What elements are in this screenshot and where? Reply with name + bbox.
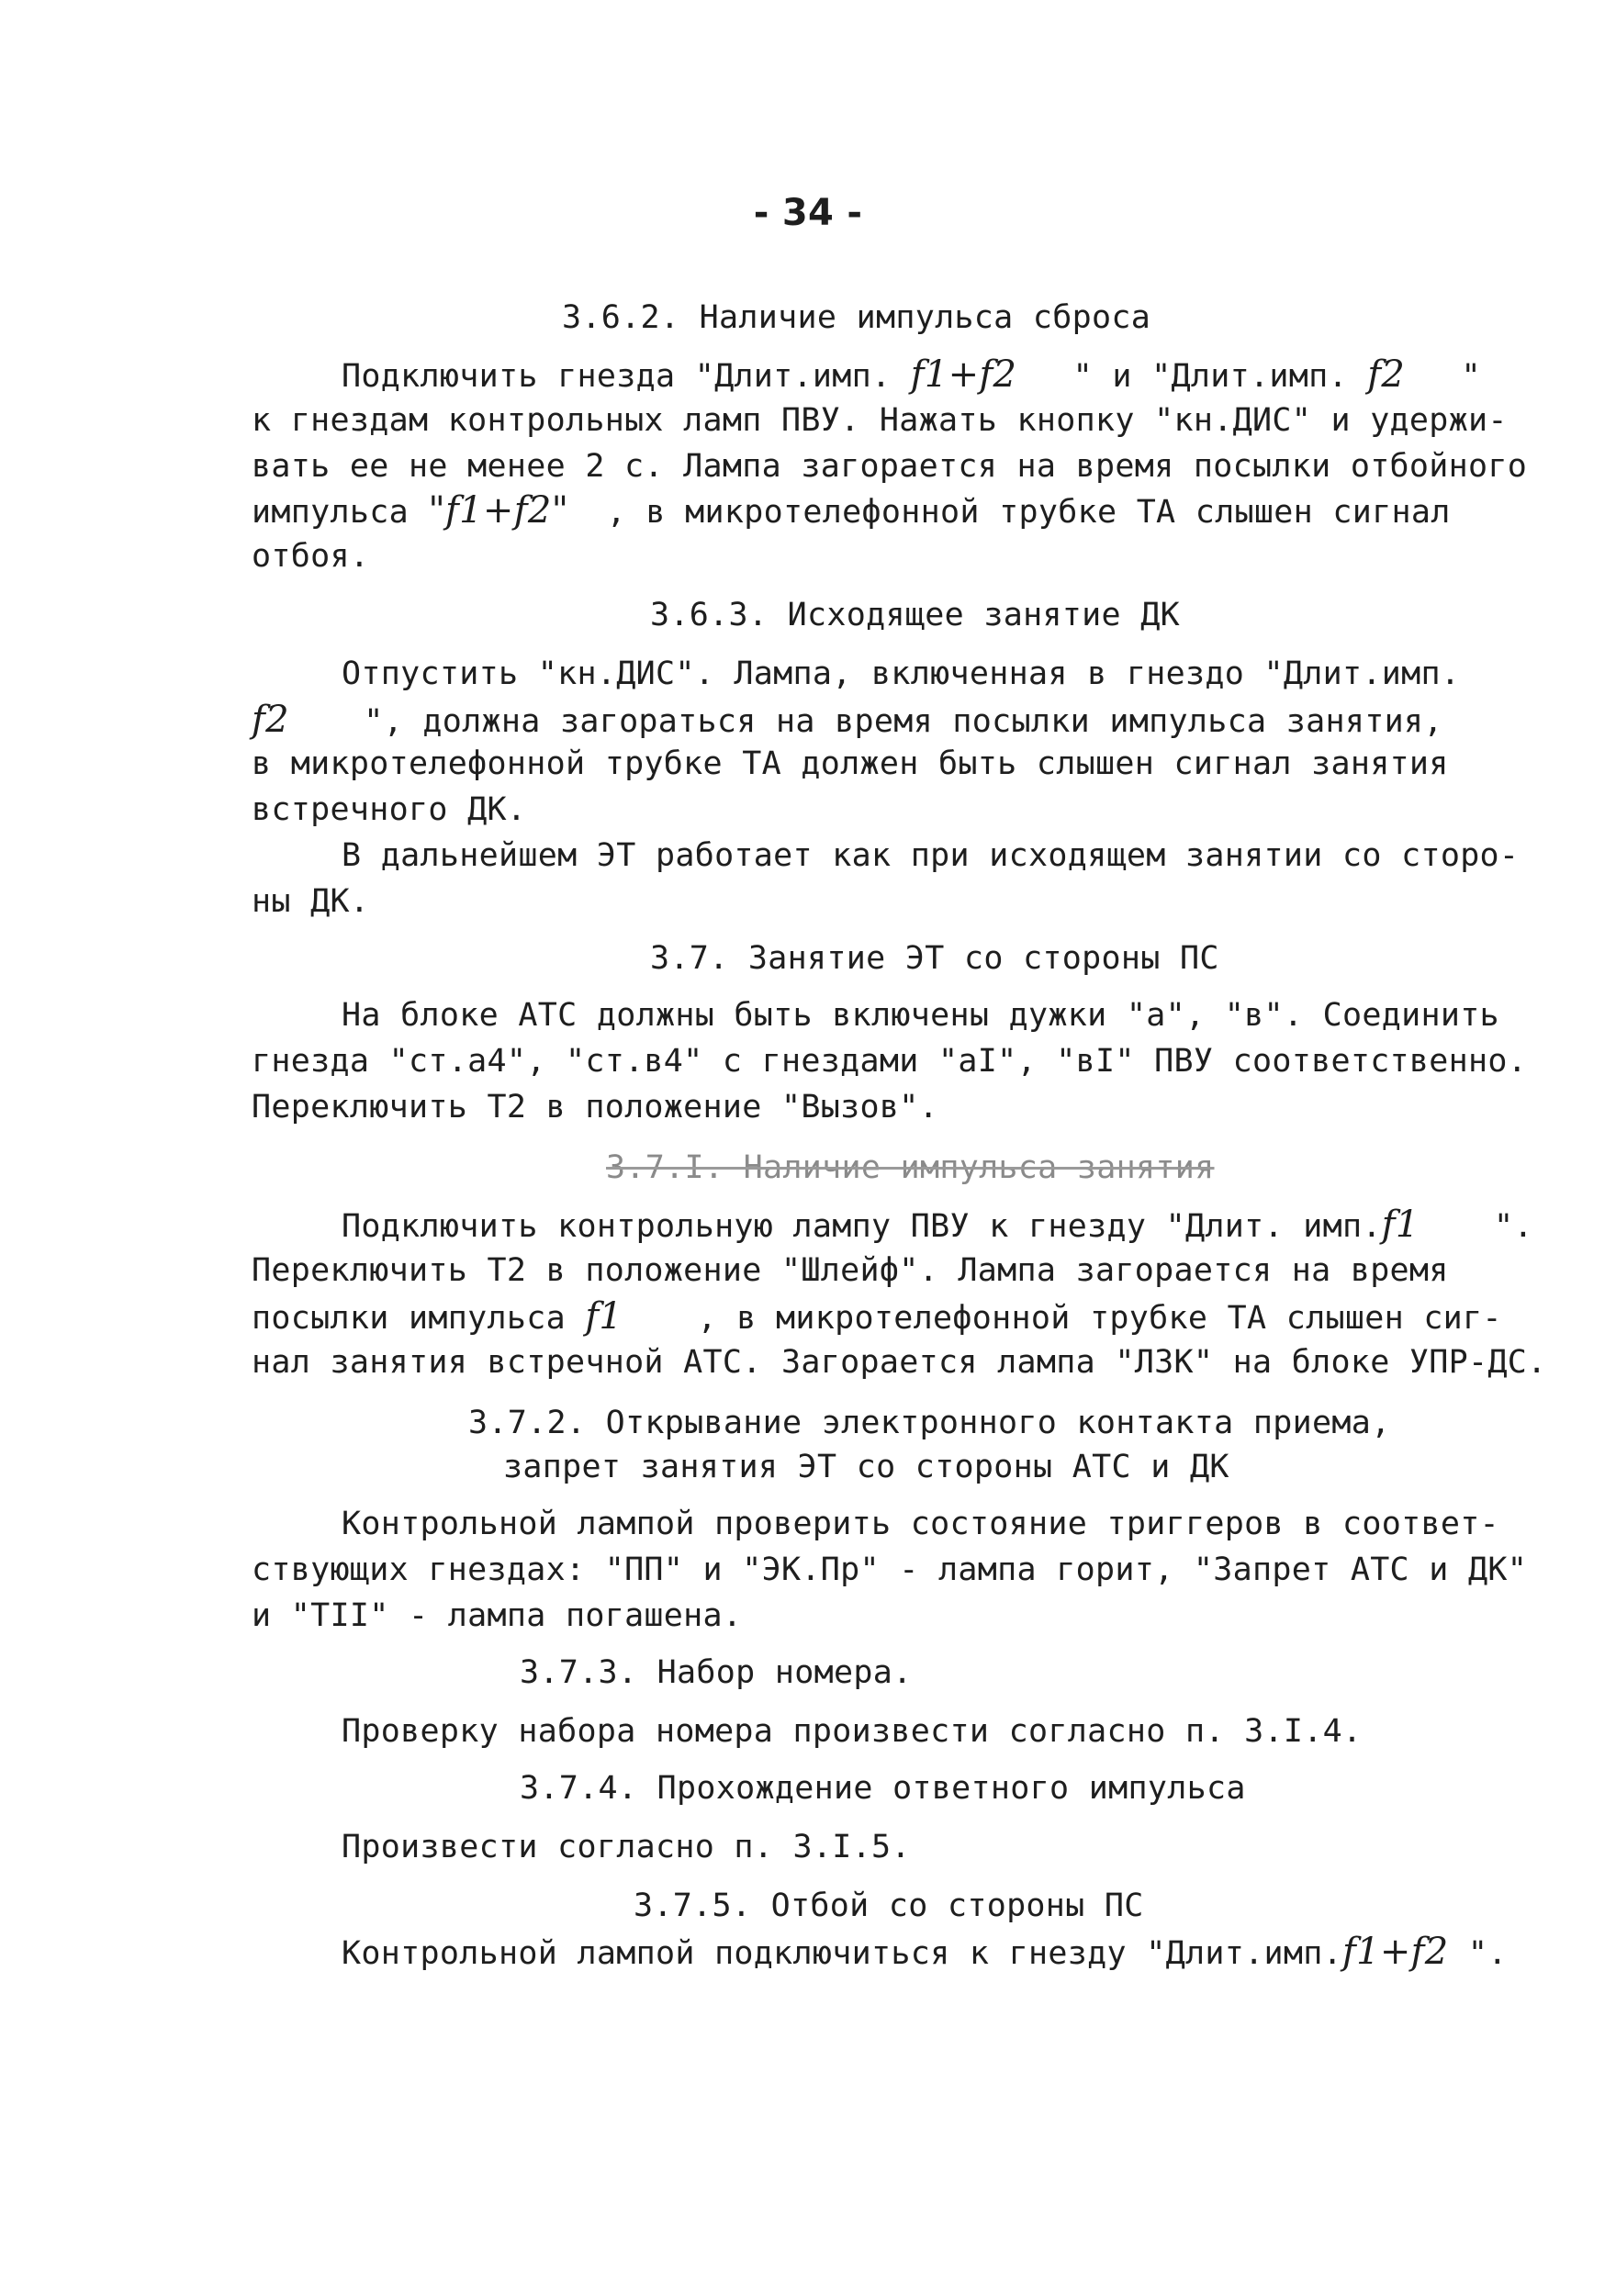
section-heading-3-6-3: 3.6.3. Исходящее занятие ДК [650,597,1181,633]
section-heading-3-7: 3.7. Занятие ЭТ со стороны ПС [650,940,1219,977]
section-heading-3-7-2: 3.7.2. Открывание электронного контакта приема, [468,1405,1391,1441]
paragraph-line: Контрольной лампой проверить состояние триггеров в соответ- [342,1506,1499,1542]
paragraph-line: Переключить Т2 в положение "Вызов". [252,1089,939,1126]
paragraph-line: Переключить Т2 в положение "Шлейф". Лампа загорается на время [252,1252,1449,1289]
paragraph-line: встречного ДК. [252,791,527,828]
section-heading-3-7-2-cont: запрет занятия ЭТ со стороны АТС и ДК [503,1449,1229,1485]
paragraph-line: импульса "f1+f2" , в микротелефонной трубке ТА слышен сигнал [252,489,1451,532]
paragraph-line: нал занятия встречной АТС. Загорается лампа "ЛЗК" на блоке УПР-ДС. [252,1344,1547,1381]
paragraph-line: в микротелефонной трубке ТА должен быть слышен сигнал занятия [252,745,1449,782]
handwritten-formula: f1 [585,1295,623,1338]
page-number: - 34 - [753,192,863,234]
section-heading-3-7-5: 3.7.5. Отбой со стороны ПС [634,1887,1144,1924]
paragraph-line: ны ДК. [252,883,370,920]
handwritten-formula: f1+f2 [910,353,1017,396]
handwritten-formula: f1+f2 [1341,1931,1449,1973]
paragraph-line: В дальнейшем ЭТ работает как при исходящем занятии со сторо- [342,837,1520,874]
paragraph-line: Произвести согласно п. 3.I.5. [342,1829,911,1865]
paragraph-line: Отпустить "кн.ДИС". Лампа, включенная в гнездо "Длит.имп. [342,655,1461,692]
paragraph-line: к гнездам контрольных ламп ПВУ. Нажать кнопку "кн.ДИС" и удержи- [252,402,1508,439]
paragraph-line: f2 ", должна загораться на время посылки импульса занятия, [252,699,1443,741]
paragraph-line: Проверку набора номера произвести согласно п. 3.I.4. [342,1713,1363,1750]
handwritten-formula: f2 [1367,353,1406,396]
paragraph-line: Подключить контрольную лампу ПВУ к гнезду "Длит. имп.f1 ". [342,1204,1533,1246]
handwritten-formula: f2 [252,699,289,741]
paragraph-line: и "ТII" - лампа погашена. [252,1597,743,1634]
paragraph-line: Контрольной лампой подключиться к гнезду "Длит.имп.f1+f2 ". [342,1931,1508,1973]
handwritten-formula: f1 [1381,1204,1420,1246]
section-heading-3-7-1: 3.7.I. Наличие импульса занятия [606,1149,1215,1186]
paragraph-line: посылки импульса f1 , в микротелефонной трубке ТА слышен сиг- [252,1295,1502,1338]
section-heading-3-7-3: 3.7.3. Набор номера. [520,1654,913,1691]
paragraph-line: отбоя. [252,538,370,575]
paragraph-line: вать ее не менее 2 с. Лампа загорается на время посылки отбойного [252,448,1528,485]
section-heading-3-6-2: 3.6.2. Наличие импульса сброса [562,299,1151,336]
paragraph-line: Подключить гнезда "Длит.имп. f1+f2 " и "Длит.имп. f2 " [342,353,1481,396]
paragraph-line: гнезда "ст.а4", "ст.в4" с гнездами "аI", "вI" ПВУ соответственно. [252,1043,1528,1080]
paragraph-line: На блоке АТС должны быть включены дужки "а", "в". Соединить [342,997,1499,1034]
paragraph-line: ствующих гнездах: "ПП" и "ЭК.Пр" - лампа горит, "Запрет АТС и ДК" [252,1551,1528,1588]
section-heading-3-7-4: 3.7.4. Прохождение ответного импульса [520,1770,1246,1807]
handwritten-formula: "f1+f2" [428,489,569,532]
